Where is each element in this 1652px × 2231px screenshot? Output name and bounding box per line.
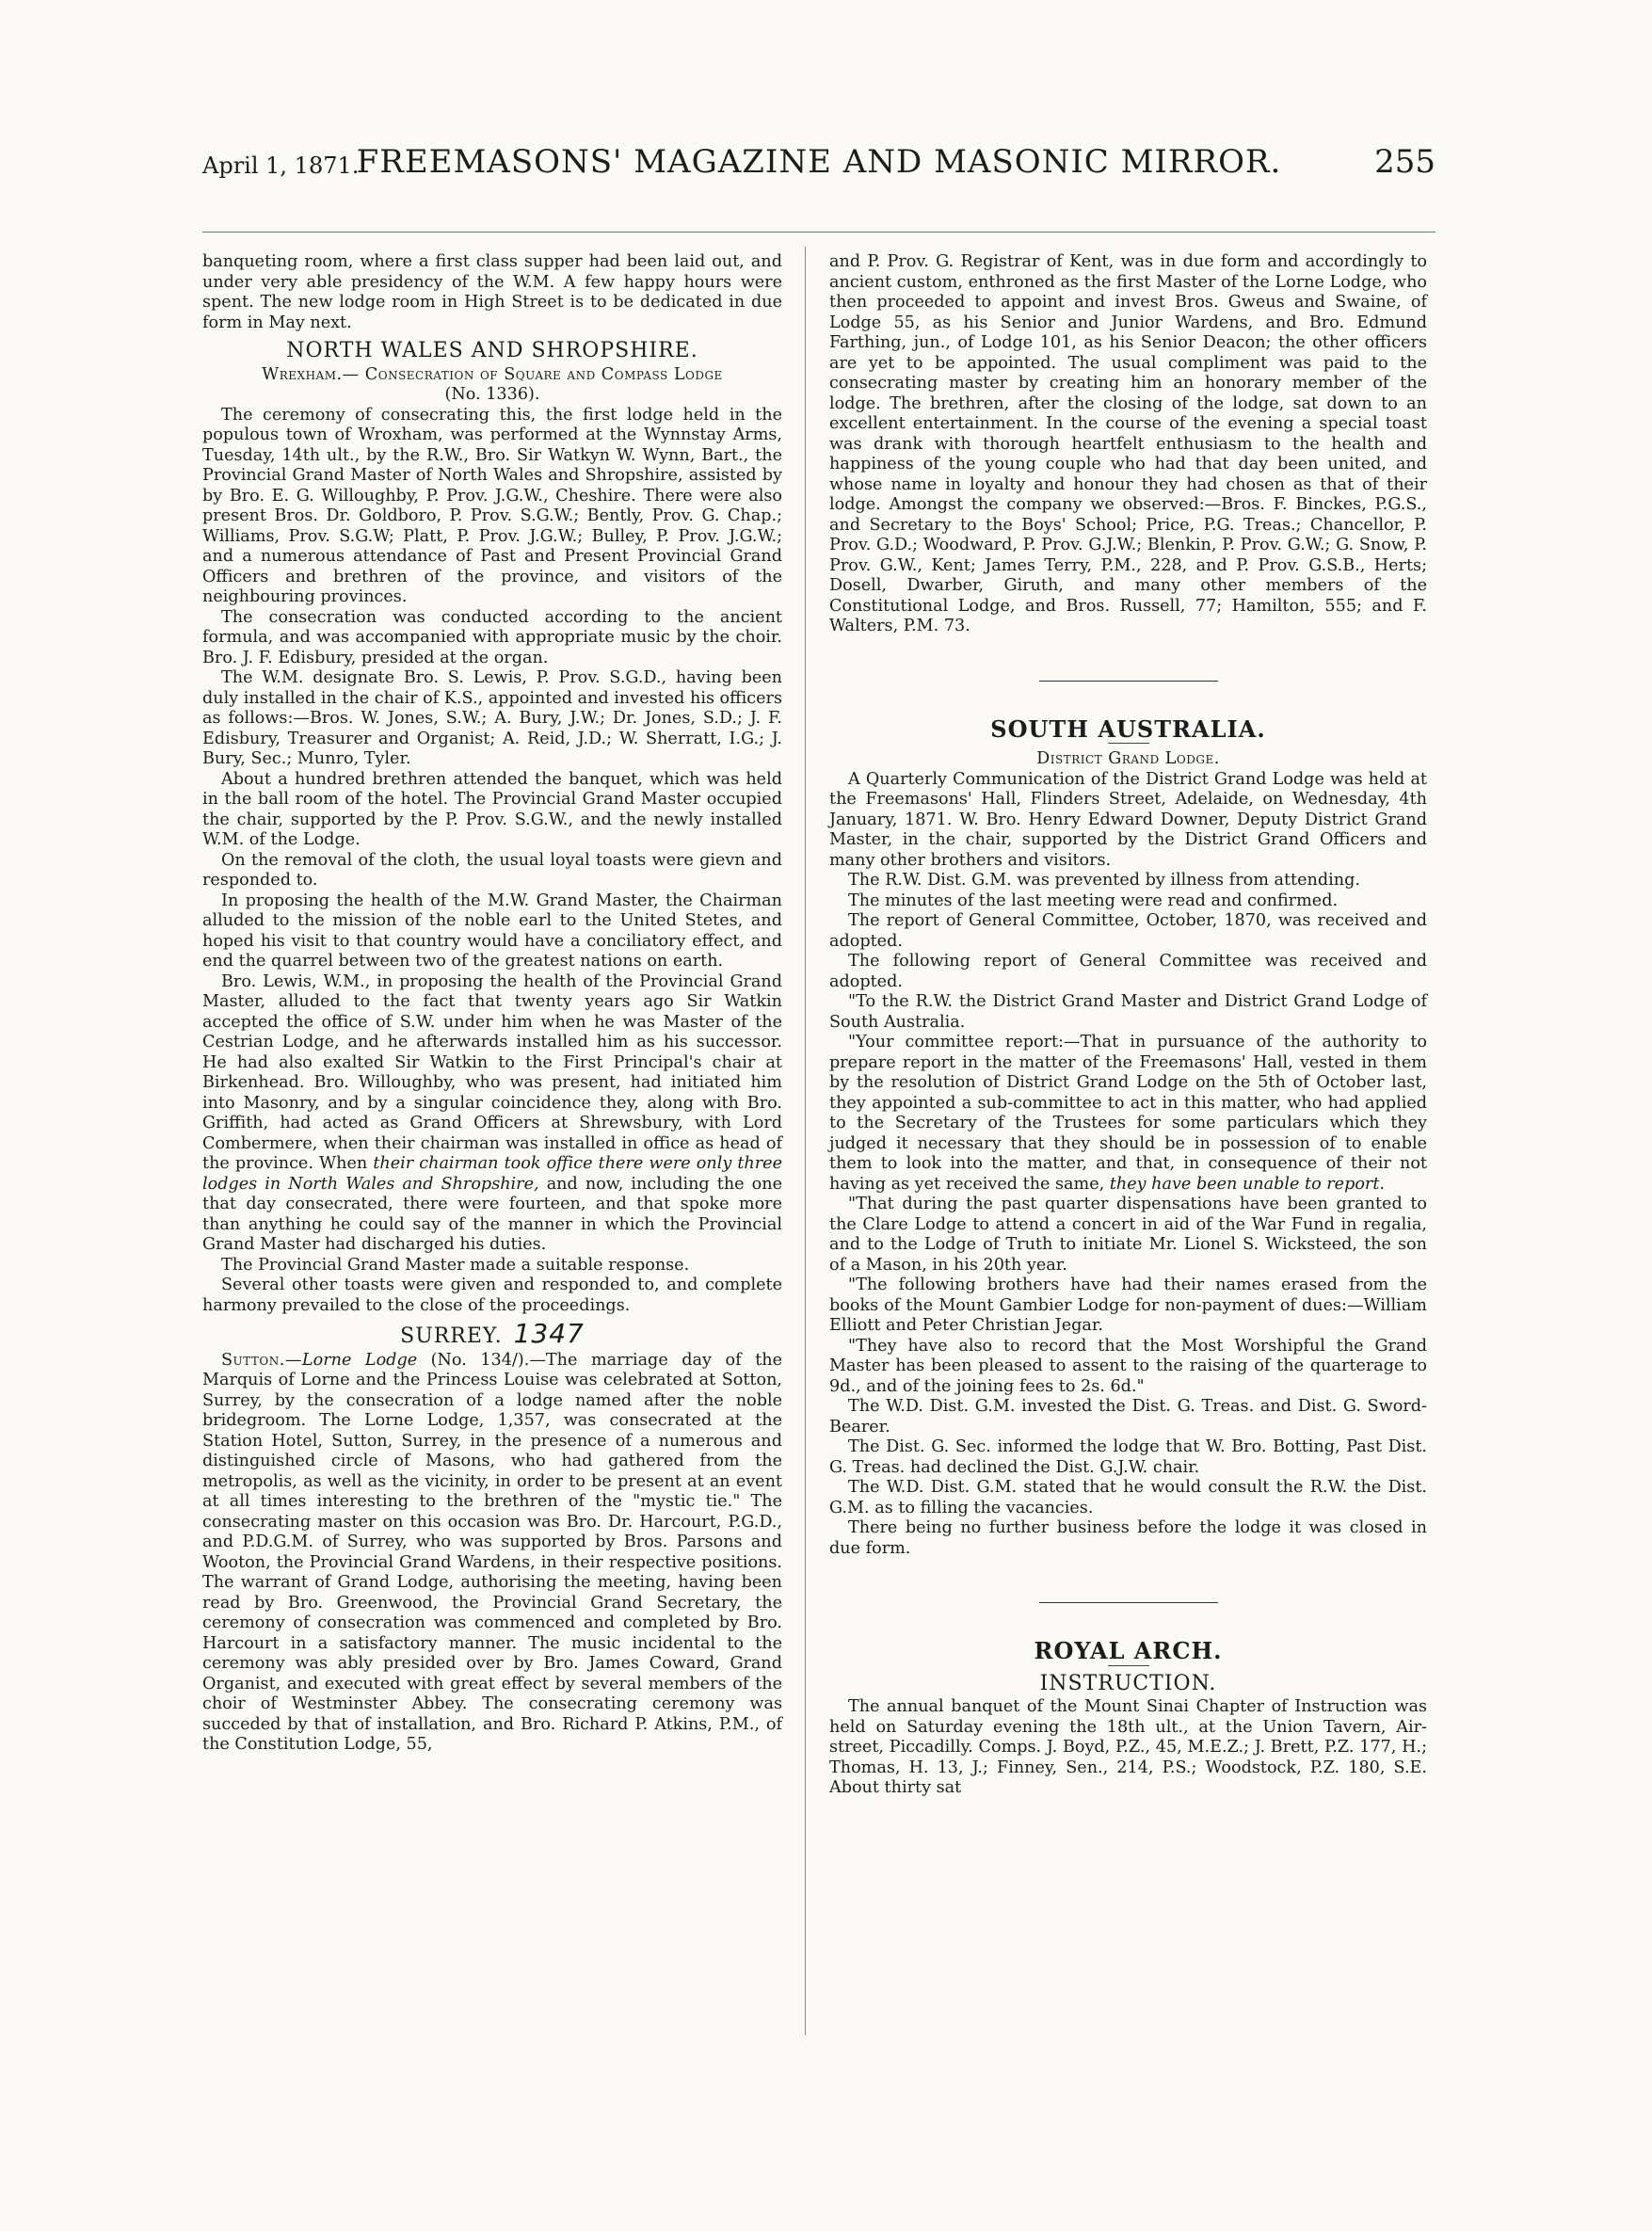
section-heading-south-australia: SOUTH AUSTRALIA. [990,714,1266,743]
paragraph: "They have also to record that the Most Worshipful the Grand Master has been pleased to assent to the raising of the quarterage to 9d., and of the joining fees to 2s. 6d." [829,1336,1427,1396]
paragraph: The ceremony of consecrating this, the first lodge held in the populous town of Wroxham, was performed at the Wynnstay Arms, Tuesday, 14th ult., by the R.W., Bro. Sir Watkyn W. Wynn, Bart., the Provincial Grand Master of North Wales and Shropshire, assisted by by Bro. E. G. Willoughby, P. Prov. J.G.W., Cheshire. There were also present Bros. Dr. Goldboro, P. Prov. S.G.W.; Bently, Prov. G. Chap.; Williams, Prov. S.G.W; Platt, P. Prov. J.G.W.; Bulley, P. Prov. J.G.W.; and a numerous attendance of Past and Present Provincial Grand Officers and brethren of the province, and visitors of the neighbouring provinces. [202,405,782,606]
paragraph: On the removal of the cloth, the usual loyal toasts were gievn and responded to. [202,850,782,890]
italic-run: their chairman took office there were only three lodges in North Wales and Shropshire, [202,1154,782,1194]
paragraph: The R.W. Dist. G.M. was prevented by illness from attending. [848,871,1360,890]
subheading: District Grand Lodge. [1036,749,1220,768]
text-run: "Your committee report:—That in pursuance of the authority to prepare report in the matter of the Freemasons' Hall, vested in them by the resolution of District Grand Lodge on the 5th of October last, they appointed a sub-committee to act in this matter, who had applied to the Secretary of the Trustees for some particulars which they judged it necessary that they should be in possession of to enable them to look into the matter, and that, in consequence of their not having as yet received the same, [829,1033,1427,1194]
right-column [829,252,1427,1799]
column-divider [805,247,806,2035]
section-rule [1039,681,1218,682]
page-header [202,141,1435,188]
issue-date: April 1, 1871. [202,152,360,179]
magazine-title: FREEMASONS' MAGAZINE AND MASONIC MIRROR. [356,143,1282,181]
paragraph: The following report of General Committee was received and adopted. [829,952,1427,991]
italic-run: they have been unable to report. [1109,1174,1385,1194]
text-run: Bro. Lewis, W.M., in proposing the health of the Provincial Grand Master, alluded to the fact that twenty years ago Sir Watkin accepted the office of S.W. under him when he was Master of the Cestrian Lodge, and he afterwards installed him as his successor. He had also exalted Sir Watkin to the First Principal's chair at Birkenhead. Bro. Willoughby, who was present, had initiated him into Masonry, and by a singular coincidence they, along with Bro. Griffith, had acted as Grand Officers at Shrewsbury, with Lord Combermere, when their chairman was installed in office as head of the province. When [202,971,782,1173]
text-run: (No. 134/).—The marriage day of the Marquis of Lorne and the Princess Louise was celebrated at Sotton, Surrey, by the consecration of a lodge named after the noble bridegroom. The Lorne Lodge, 1,357, was consecrated at the Station Hotel, Sutton, Surrey, in the presence of a numerous and distinguished circle of Masons, who had gathered from the metropolis, as well as the vicinity, in order to be present at an event at all times interesting to the brethren of the "mystic tie." The consecrating master on this occasion was Bro. Dr. Harcourt, P.G.D., and P.D.G.M. of Surrey, who was supported by Bros. Parsons and Wooton, the Provincial Grand Wardens, in their respective positions. The warrant of Grand Lodge, authorising the meeting, having been read by Bro. Greenwood, the Provincial Grand Secretary, the ceremony of consecration was commenced and completed by Bro. Harcourt in a satisfactory manner. The music incidental to the ceremony was ably presided over by Bro. James Coward, Grand Organist, and executed with great effect by several members of the choir of Westminster Abbey. The consecrating ceremony was succeded by that of installation, and Bro. Richard P. Atkins, P.M., of the Constitution Lodge, 55, [202,1350,783,1754]
paragraph: and P. Prov. G. Registrar of Kent, was in due form and accordingly to ancient custom, enthroned as the first Master of the Lorne Lodge, who then proceeded to appoint and invest Bros. Gweus and Swaine, of Lodge 55, as his Senior and Junior Wardens, and Bro. Edmund Farthing, jun., of Lodge 101, as his Senior Deacon; the other officers are yet to be appointed. The usual compliment was paid to the consecrating master by creating him an honorary member of the lodge. The brethren, after the closing of the lodge, sat down to an excellent entertainment. In the course of the evening a special toast was drank with thorough heartfelt enthusiasm to the health and happiness of the young couple who had that day been united, and whose name in loyalty and honour they had chosen as that of their lodge. Amongst the company we observed:—Bros. F. Binckes, P.G.S., and Secretary to the Boys' School; Price, P.G. Treas.; Chancellor, P. Prov. G.D.; Woodward, P. Prov. G.J.W.; Blenkin, P. Prov. G.W.; G. Snow, P. Prov. G.W., Kent; James Terry, P.M., 228, and P. Prov. G.S.B., Herts; Dosell, Dwarber, Giruth, and many other members of the Constitutional Lodge, and Bros. Russell, 77; Hamilton, 555; and F. Walters, P.M. 73. [829,252,1427,635]
paragraph: A Quarterly Communication of the District Grand Lodge was held at the Freemasons' Hall, Flinders Street, Adelaide, on Wednesday, 4th January, 1871. W. Bro. Henry Edward Downer, Deputy District Grand Master, in the chair, supported by the District Grand Officers and many other brothers and visitors. [829,769,1427,870]
paragraph: The W.M. designate Bro. S. Lewis, P. Prov. S.G.D., having been duly installed in the chair of K.S., appointed and invested his officers as follows:—Bros. W. Jones, S.W.; A. Bury, J.W.; Dr. Jones, S.D.; J. F. Edisbury, Treasurer and Organist; A. Reid, J.D.; W. Sherratt, I.G.; J. Bury, Sec.; Munro, Tyler. [202,668,782,768]
italic-run: Lorne Lodge [301,1350,418,1370]
paragraph: The annual banquet of the Mount Sinai Chapter of Instruction was held on Saturday evening the 18th ult., at the Union Tavern, Air-street, Piccadilly. Comps. J. Boyd, P.Z., 45, M.E.Z.; J. Brett, P.Z. 177, H.; Thomas, H. 13, J.; Finney, Sen., 214, P.S.; Woodstock, P.Z. 180, S.E. About thirty sat [829,1697,1427,1797]
paragraph: The Provincial Grand Master made a suitable response. [221,1255,690,1275]
subheading: Wrexham.— Consecration of Square and Compass Lodge [262,364,723,384]
paragraph: "To the R.W. the District Grand Master and District Grand Lodge of South Australia. [829,992,1427,1032]
left-column [202,252,782,1756]
section-rule [1039,1602,1218,1603]
section-heading-surrey [202,1318,782,1349]
place-name: Sutton.— [221,1350,302,1370]
paragraph: The consecration was conducted according to the ancient formula, and was accompanied with appropriate music by the choir. Bro. J. F. Edisbury, presided at the organ. [202,607,782,667]
paragraph: The minutes of the last meeting were read and confirmed. [848,891,1339,910]
handwritten-note: 1347 [513,1318,585,1349]
paragraph [202,972,782,1256]
section-heading-north-wales: NORTH WALES AND SHROPSHIRE. [286,339,698,362]
paragraph: "The following brothers have had their names erased from the books of the Mount Gambier Lodge for non-payment of dues:—William Elliott and Peter Christian Jegar. [829,1276,1427,1335]
section-heading-royal-arch: ROYAL ARCH. [1034,1637,1223,1664]
paragraph [202,1351,782,1756]
paragraph: In proposing the health of the M.W. Grand Master, the Chairman alluded to the mission of the noble earl to the United Stetes, and hoped his visit to that country would have a conciliatory effect, and end the quarrel between two of the greatest nations on earth. [202,891,782,971]
paragraph: banqueting room, where a first class supper had been laid out, and under very able presidency of the W.M. A few happy hours were spent. The new lodge room in High Street is to be dedicated in due form in May next. [202,252,782,332]
heading-text: SURREY. [400,1324,503,1348]
paragraph: The W.D. Dist. G.M. invested the Dist. G. Treas. and Dist. G. Sword-Bearer. [829,1397,1427,1437]
paragraph: The W.D. Dist. G.M. stated that he would consult the R.W. the Dist. G.M. as to filling the vacancies. [829,1478,1427,1517]
paragraph: About a hundred brethren attended the banquet, which was held in the ball room of the hotel. The Provincial Grand Master occupied the chair, supported by the P. Prov. S.G.W., and the newly installed W.M. of the Lodge. [202,769,782,849]
text-run: and now, including the one that day consecrated, there were fourteen, and that spoke more than anything he could say of the manner in which the Provincial Grand Master had discharged his duties. [202,1174,782,1254]
paragraph: The Dist. G. Sec. informed the lodge that W. Bro. Botting, Past Dist. G. Treas. had declined the Dist. G.J.W. chair. [829,1437,1427,1477]
header-rule [202,232,1435,233]
paragraph [829,1033,1427,1195]
heading-rule [1108,1665,1149,1666]
heading-rule [1108,743,1149,744]
subheading: INSTRUCTION. [1039,1671,1217,1695]
page-number: 255 [1374,143,1435,181]
paragraph: Several other toasts were given and responded to, and complete harmony prevailed to the close of the proceedings. [202,1276,782,1315]
subheading-number: (No. 1336). [444,385,540,404]
paragraph: There being no further business before the lodge it was closed in due form. [829,1518,1427,1558]
paragraph: "That during the past quarter dispensations have been granted to the Clare Lodge to attend a concert in aid of the War Fund in regalia, and to the Lodge of Truth to initiate Mr. Lionel S. Wicksteed, the son of a Mason, in his 20th year. [829,1195,1427,1275]
paragraph: The report of General Committee, October, 1870, was received and adopted. [829,911,1427,951]
